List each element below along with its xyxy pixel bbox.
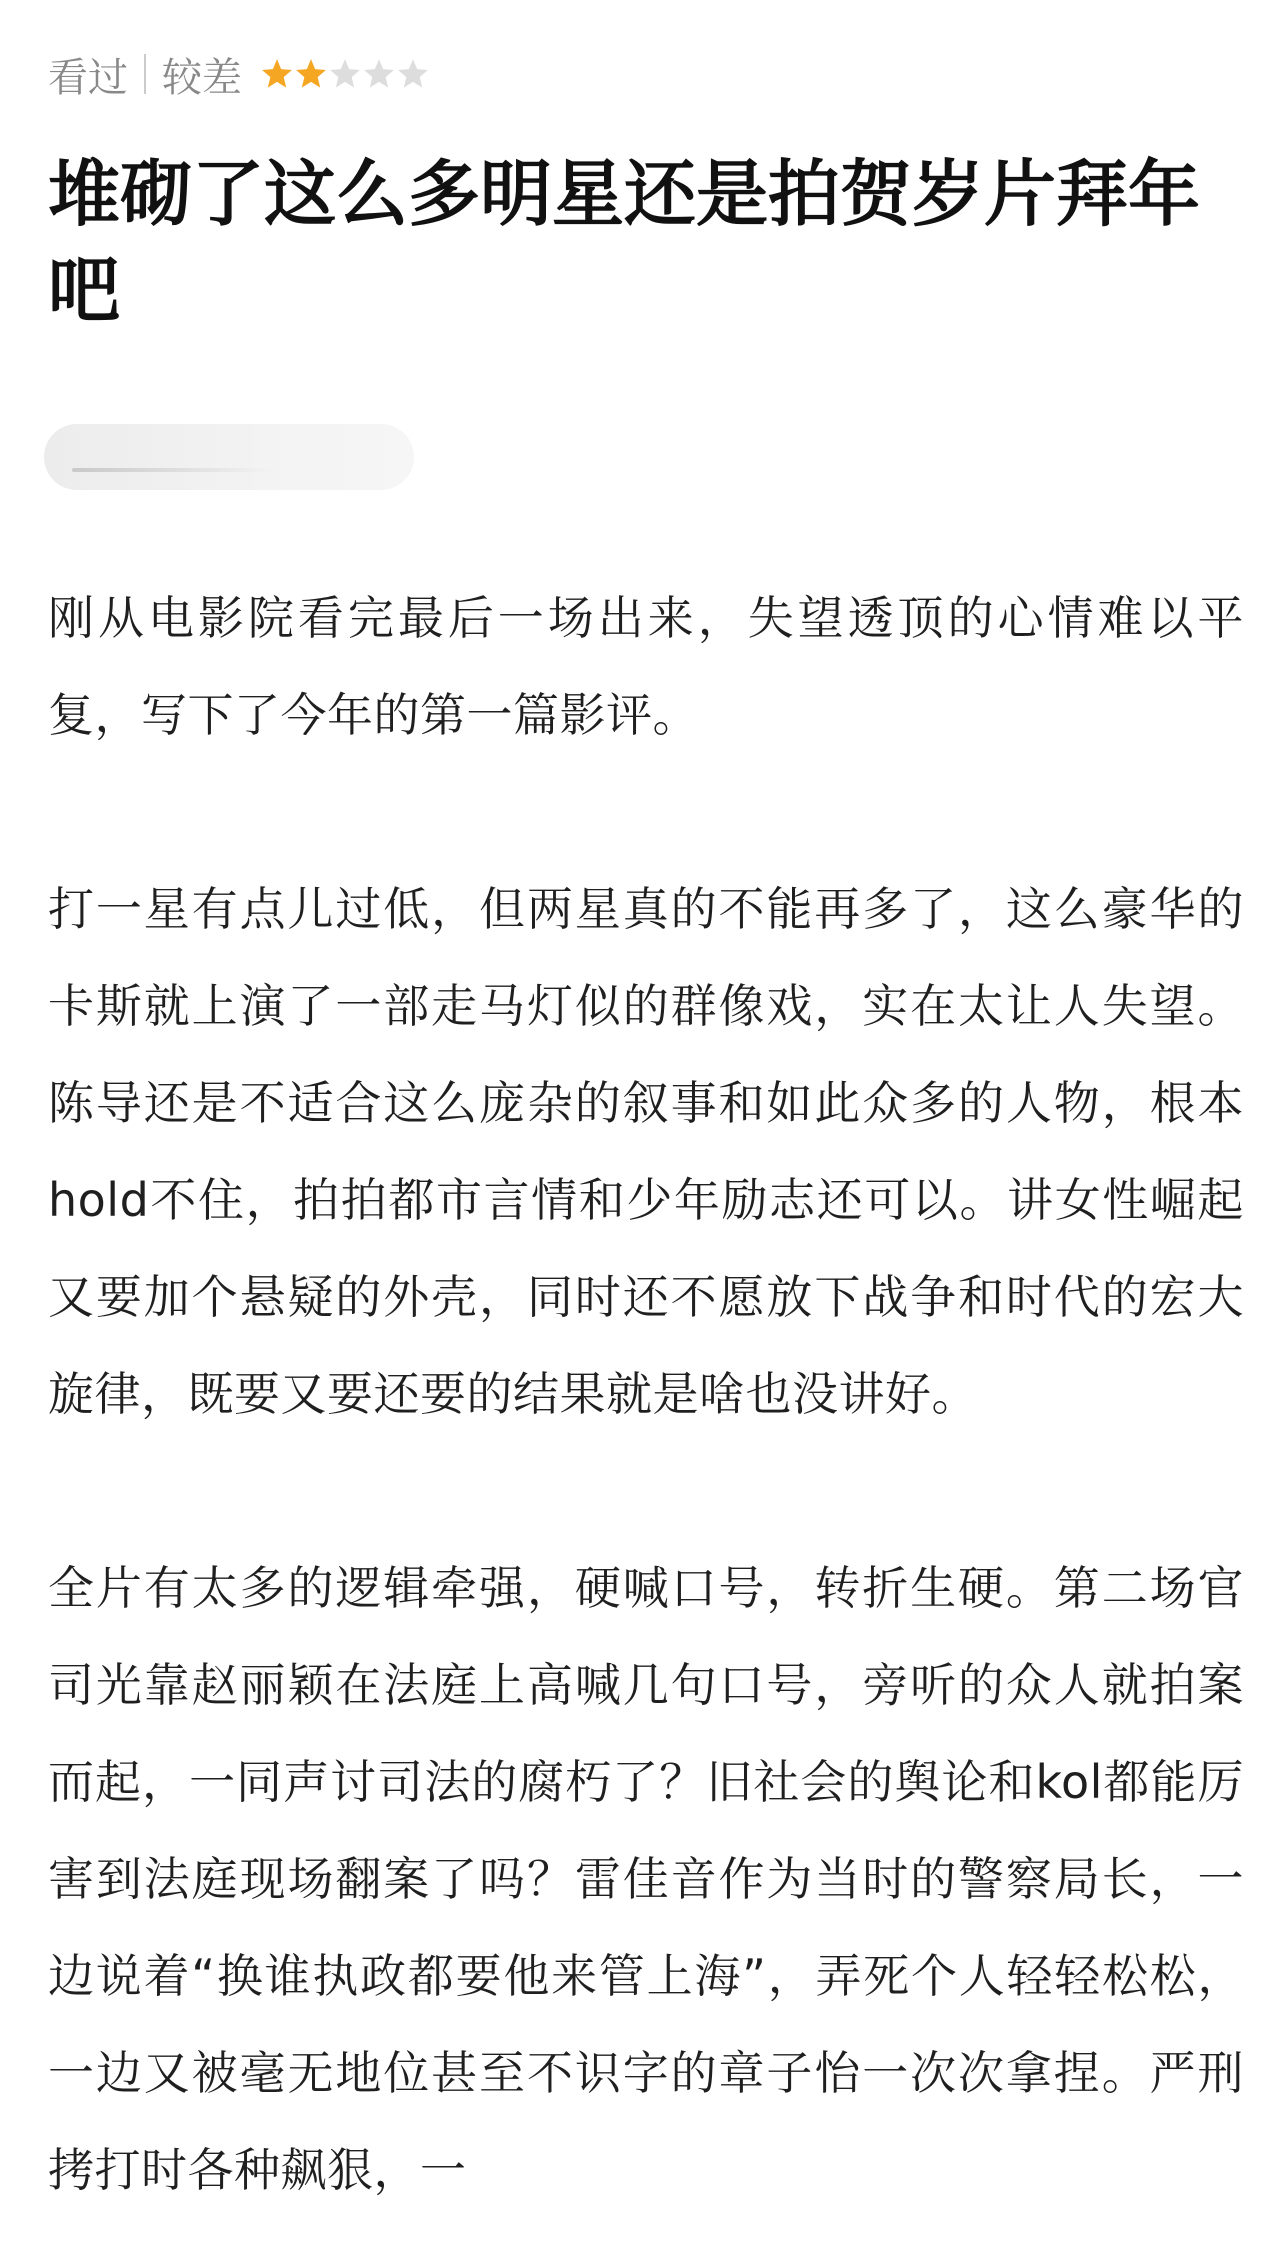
rating-stars — [260, 57, 430, 91]
author-chip[interactable] — [44, 424, 414, 490]
review-paragraph: 刚从电影院看完最后一场出来，失望透顶的心情难以平复，写下了今年的第一篇影评。 — [48, 591, 1244, 742]
blurred-author-text — [72, 468, 272, 472]
review-paragraph: 打一星有点儿过低，但两星真的不能再多了，这么豪华的卡斯就上演了一部走马灯似的群像戏，实在太让人失望。陈导还是不适合这么庞杂的叙事和如此众多的人物，根本hold不住，拍拍都市言情和少年励志还可以。讲女性崛起又要加个悬疑的外壳，同时还不愿放下战争和时代的宏大旋律，既要又要还要的结果就是啥也没讲好。 — [48, 882, 1244, 1421]
review-paragraph: 全片有太多的逻辑牵强，硬喊口号，转折生硬。第二场官司光靠赵丽颖在法庭上高喊几句口号，旁听的众人就拍案而起，一同声讨司法的腐朽了？旧社会的舆论和kol都能厉害到法庭现场翻案了吗？雷佳音作为当时的警察局长，一边说着“换谁执政都要他来管上海”，弄死个人轻轻松松，一边又被毫无地位甚至不识字的章子怡一次次拿捏。严刑拷打时各种飙狠，一 — [48, 1561, 1244, 2197]
star-empty-icon — [328, 57, 362, 91]
review-title: 堆砌了这么多明星还是拍贺岁片拜年吧 — [48, 152, 1201, 332]
star-filled-icon — [260, 57, 294, 91]
watch-status: 看过 — [48, 54, 128, 101]
review-body — [48, 570, 1244, 2246]
rating-label: 较差 — [162, 54, 242, 101]
star-empty-icon — [362, 57, 396, 91]
star-filled-icon — [294, 57, 328, 91]
review-meta — [48, 44, 430, 104]
star-empty-icon — [396, 57, 430, 91]
divider — [144, 54, 146, 94]
